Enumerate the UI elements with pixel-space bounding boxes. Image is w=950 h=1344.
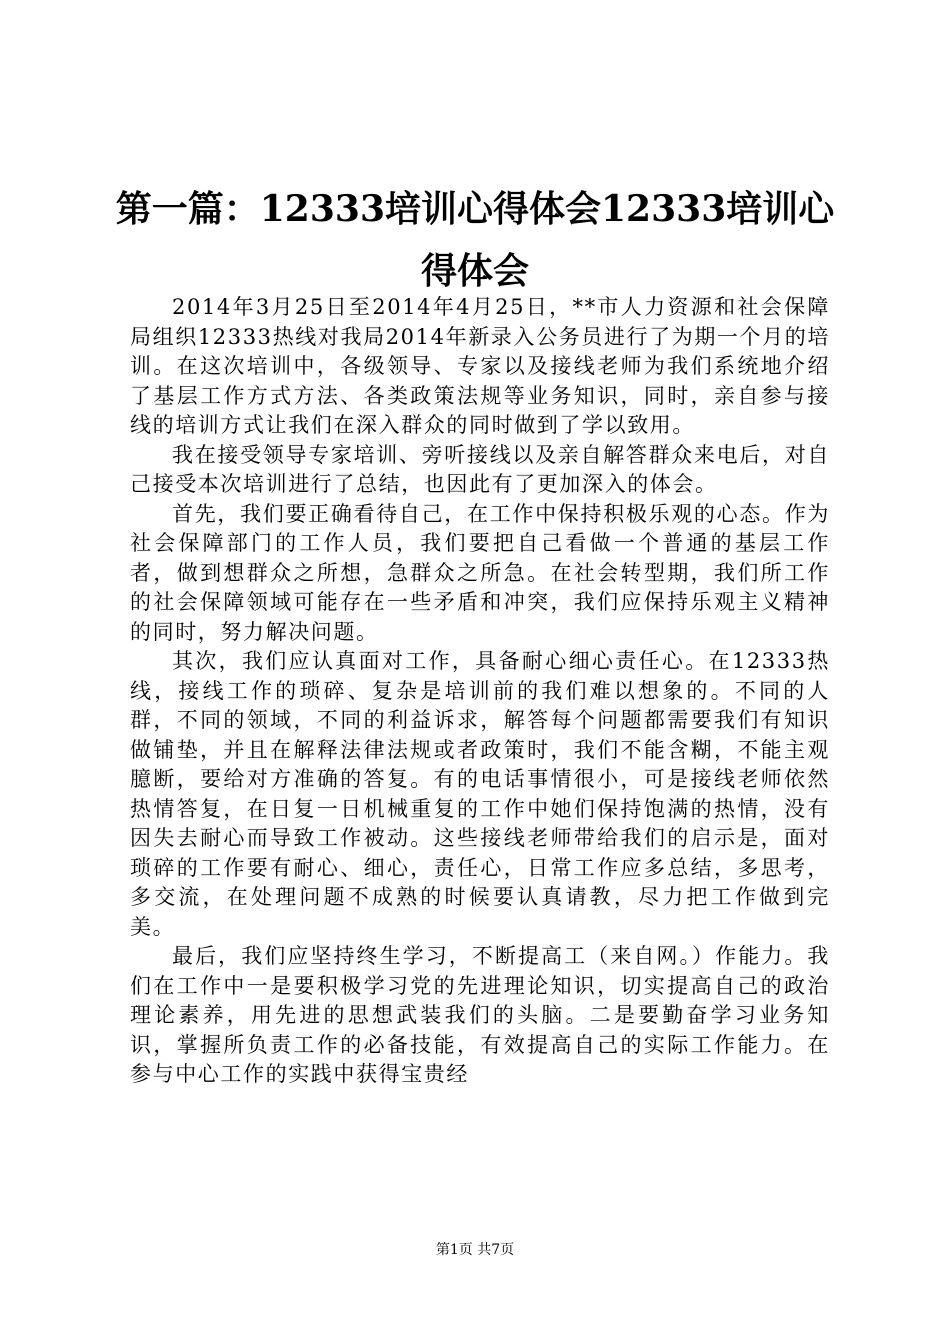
- document-title: 第一篇：12333培训心得体会12333培训心得体会: [115, 188, 835, 292]
- paragraph-4: 其次，我们应认真面对工作，具备耐心细心责任心。在12333热线，接线工作的琐碎、复杂是培训前的我们难以想象的。不同的人群，不同的领域，不同的利益诉求，解答每个问题都需要我们有知识做铺垫，并且在解释法律法规或者政策时，我们不能含糊，不能主观臆断，要给对方准确的答复。有的电话事情很小，可是接线老师依然热情答复，在日复一日机械重复的工作中她们保持饱满的热情，没有因失去耐心而导致工作被动。这些接线老师带给我们的启示是，面对琐碎的工作要有耐心、细心，责任心，日常工作应多总结，多思考，多交流，在处理问题不成熟的时候要认真请教，尽力把工作做到完美。: [130, 649, 830, 939]
- paragraph-1: 2014年3月25日至2014年4月25日，**市人力资源和社会保障局组织12333热线对我局2014年新录入公务员进行了为期一个月的培训。在这次培训中，各级领导、专家以及接线老师为我们系统地介绍了基层工作方式方法、各类政策法规等业务知识，同时，亲自参与接线的培训方式让我们在深入群众的同时做到了学以致用。: [130, 295, 830, 437]
- page-footer: 第1页 共7页: [435, 1242, 515, 1258]
- paragraph-3: 首先，我们要正确看待自己，在工作中保持积极乐观的心态。作为社会保障部门的工作人员，我们要把自己看做一个普通的基层工作者，做到想群众之所想，急群众之所急。在社会转型期，我们所工作的社会保障领域可能存在一些矛盾和冲突，我们应保持乐观主义精神的同时，努力解决问题。: [130, 501, 830, 644]
- paragraph-5: 最后，我们应坚持终生学习，不断提高工（来自网。）作能力。我们在工作中一是要积极学习党的先进理论知识，切实提高自己的政治理论素养，用先进的思想武装我们的头脑。二是要勤奋学习业务知识，掌握所负责工作的必备技能，有效提高自己的实际工作能力。在参与中心工作的实践中获得宝贵经: [130, 944, 830, 1086]
- document-body: [130, 293, 830, 1090]
- paragraph-2: 我在接受领导专家培训、旁听接线以及亲自解答群众来电后，对自己接受本次培训进行了总结，也因此有了更加深入的体会。: [130, 442, 830, 496]
